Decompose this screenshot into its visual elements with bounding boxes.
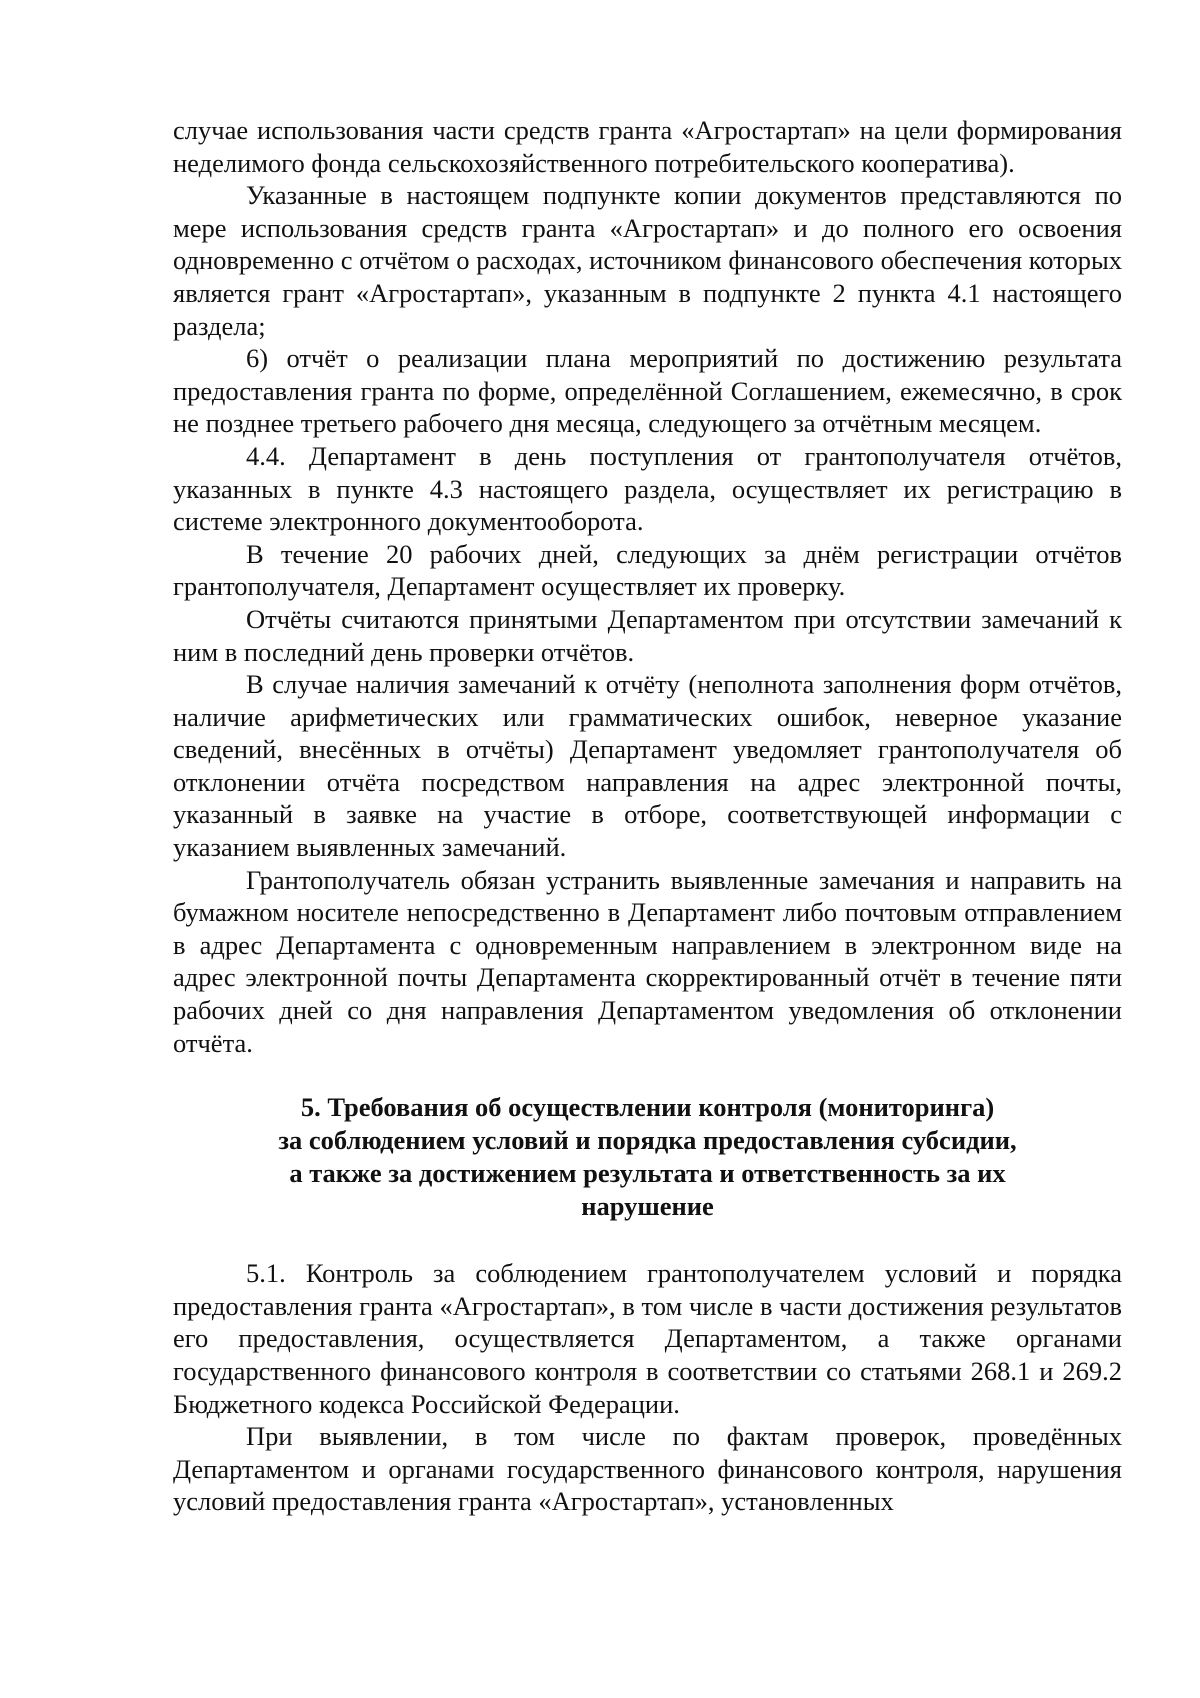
section-heading-line-1: 5. Требования об осуществлении контроля (мониторинга) — [300, 1092, 995, 1123]
section-5-heading — [173, 1091, 1122, 1223]
section-heading-line-4: нарушение — [581, 1191, 714, 1222]
paragraph-item-6-report: 6) отчёт о реализации плана мероприятий по достижению результата предоставления гранта по форме, определённой Соглашением, ежемесячно, в срок не позднее третьего рабочего дня месяца, следующего за отчётным месяцем. — [173, 343, 1122, 439]
paragraph-reports-accepted: Отчёты считаются принятыми Департаментом при отсутствии замечаний к ним в последний день проверки отчётов. — [173, 603, 1122, 667]
paragraph-correct-remarks: Грантополучатель обязан устранить выявленные замечания и направить на бумажном носителе непосредственно в Департамент либо почтовым отправлением в адрес Департамента с одновременным направлением в электронном виде на адрес электронной почты Департамента скорректированный отчёт в течение пяти рабочих дней со дня направления Департаментом уведомления об отклонении отчёта. — [173, 864, 1122, 1058]
section-heading-line-3: а также за достижением результата и ответственность за их — [289, 1158, 1006, 1189]
paragraph-4-4-registration: 4.4. Департамент в день поступления от грантополучателя отчётов, указанных в пункте 4.3 настоящего раздела, осуществляет их регистрацию в системе электронного документооборота. — [173, 440, 1122, 537]
document-page — [173, 114, 1122, 1518]
paragraph-20-working-days: В течение 20 рабочих дней, следующих за днём регистрации отчётов грантополучателя, Департамент осуществляет их проверку. — [173, 538, 1122, 602]
paragraph-remarks-to-report: В случае наличия замечаний к отчёту (неполнота заполнения форм отчётов, наличие арифметических или грамматических ошибок, неверное указание сведений, внесённых в отчёты) Департамент уведомляет грантополучателя об отклонении отчёта посредством направления на адрес электронной почты, указанный в заявке на участие в отборе, соответствующей информации с указанием выявленных замечаний. — [173, 669, 1122, 863]
paragraph-violations-detected: При выявлении, в том числе по фактам проверок, проведённых Департаментом и органами государственного финансового контроля, нарушения условий предоставления гранта «Агростартап», установленных — [173, 1421, 1122, 1517]
paragraph-5-1-control: 5.1. Контроль за соблюдением грантополучателем условий и порядка предоставления гранта «Агростартап», в том числе в части достижения результатов его предоставления, осуществляется Департаментом, а также органами государственного финансового контроля в соответствии со статьями 268.1 и 269.2 Бюджетного кодекса Российской Федерации. — [173, 1258, 1122, 1419]
section-heading-line-2: за соблюдением условий и порядка предоставления субсидии, — [278, 1125, 1017, 1156]
paragraph-cooperative-fund: случае использования части средств гранта «Агростартап» на цели формирования неделимого фонда сельскохозяйственного потребительского кооператива). — [173, 115, 1122, 178]
paragraph-copies-of-documents: Указанные в настоящем подпункте копии документов представляются по мере использования средств гранта «Агростартап» и до полного его освоения одновременно с отчётом о расходах, источником финансового обеспечения которых является грант «Агростартап», указанным в подпункте 2 пункта 4.1 настоящего раздела; — [173, 180, 1122, 341]
